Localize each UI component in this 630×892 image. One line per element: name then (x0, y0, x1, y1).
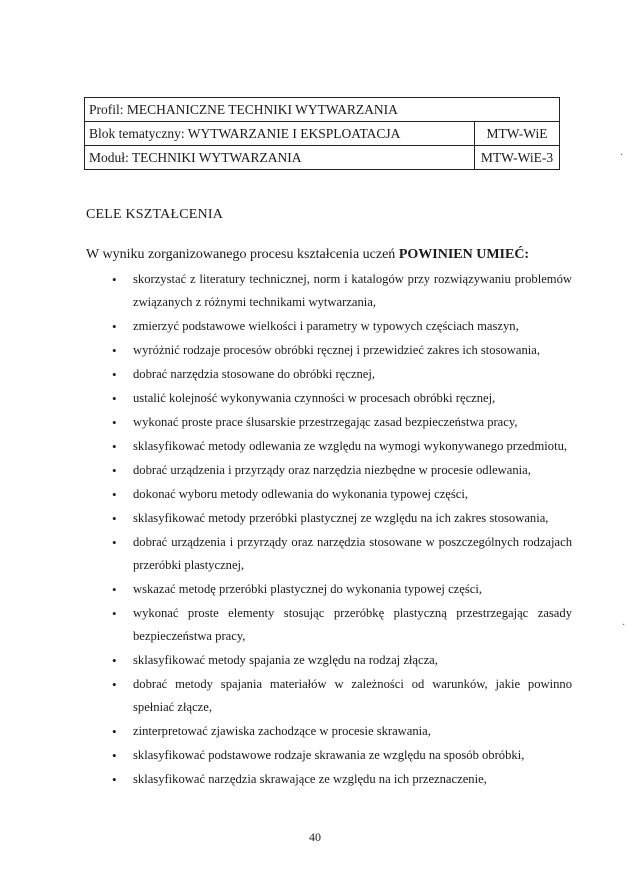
goal-item: • dobrać urządzenia i przyrządy oraz narzędzia niezbędne w procesie odlewania, (112, 459, 572, 482)
goal-item: • zmierzyć podstawowe wielkości i parametry w typowych częściach maszyn, (112, 315, 572, 338)
goal-item: • sklasyfikować metody odlewania ze względu na wymogi wykonywanego przedmiotu, (112, 435, 572, 458)
goal-item: • zinterpretować zjawiska zachodzące w procesie skrawania, (112, 720, 572, 743)
goal-item: • ustalić kolejność wykonywania czynności w procesach obróbki ręcznej, (112, 387, 572, 410)
goal-item: • wyróżnić rodzaje procesów obróbki ręcznej i przewidzieć zakres ich stosowania, (112, 339, 572, 362)
block-code-cell: MTW-WiE (475, 122, 560, 146)
goal-item: • dokonać wyboru metody odlewania do wykonania typowej części, (112, 483, 572, 506)
goal-item: • sklasyfikować narzędzia skrawające ze względu na ich przeznaczenie, (112, 768, 572, 791)
goal-item: • wskazać metodę przeróbki plastycznej do wykonania typowej części, (112, 578, 572, 601)
goal-item: • wykonać proste elementy stosując przeróbkę plastyczną przestrzegając zasady bezpieczeństwa pracy, (112, 602, 572, 648)
goal-item: • dobrać urządzenia i przyrządy oraz narzędzia stosowane w poszczególnych rodzajach przeróbki plastycznej, (112, 531, 572, 577)
intro-prefix: W wyniku zorganizowanego procesu kształcenia uczeń (86, 247, 399, 262)
goal-item: • wykonać proste prace ślusarskie przestrzegając zasad bezpieczeństwa pracy, (112, 411, 572, 434)
block-row (85, 122, 560, 146)
module-header-table (84, 97, 560, 170)
intro-emphasis: POWINIEN UMIEĆ: (398, 247, 530, 262)
section-title: CELE KSZTAŁCENIA (86, 207, 224, 222)
module-row (85, 146, 560, 170)
profile-cell: Profil: MECHANICZNE TECHNIKI WYTWARZANIA (85, 98, 560, 122)
goal-item: • sklasyfikować metody spajania ze względu na rodzaj złącza, (112, 649, 572, 672)
margin-scan-mark: · (622, 620, 626, 631)
block-cell: Blok tematyczny: WYTWARZANIE I EKSPLOATACJA (85, 122, 475, 146)
goal-item: • dobrać narzędzia stosowane do obróbki ręcznej, (112, 363, 572, 386)
goal-item: • skorzystać z literatury technicznej, norm i katalogów przy rozwiązywaniu problemów związanych z różnymi technikami wytwarzania, (112, 268, 572, 314)
page-number: 40 (309, 830, 321, 844)
goal-item: • sklasyfikować metody przeróbki plastycznej ze względu na ich zakres stosowania, (112, 507, 572, 530)
profile-row (85, 98, 560, 122)
margin-scan-mark: · (620, 150, 624, 161)
module-code-cell: MTW-WiE-3 (475, 146, 560, 170)
learning-goals-list (112, 268, 572, 792)
goal-item: • sklasyfikować podstawowe rodzaje skrawania ze względu na sposób obróbki, (112, 744, 572, 767)
goal-item: • dobrać metody spajania materiałów w zależności od warunków, jakie powinno spełniać złącze, (112, 673, 572, 719)
module-cell: Moduł: TECHNIKI WYTWARZANIA (85, 146, 475, 170)
intro-sentence (86, 247, 529, 263)
